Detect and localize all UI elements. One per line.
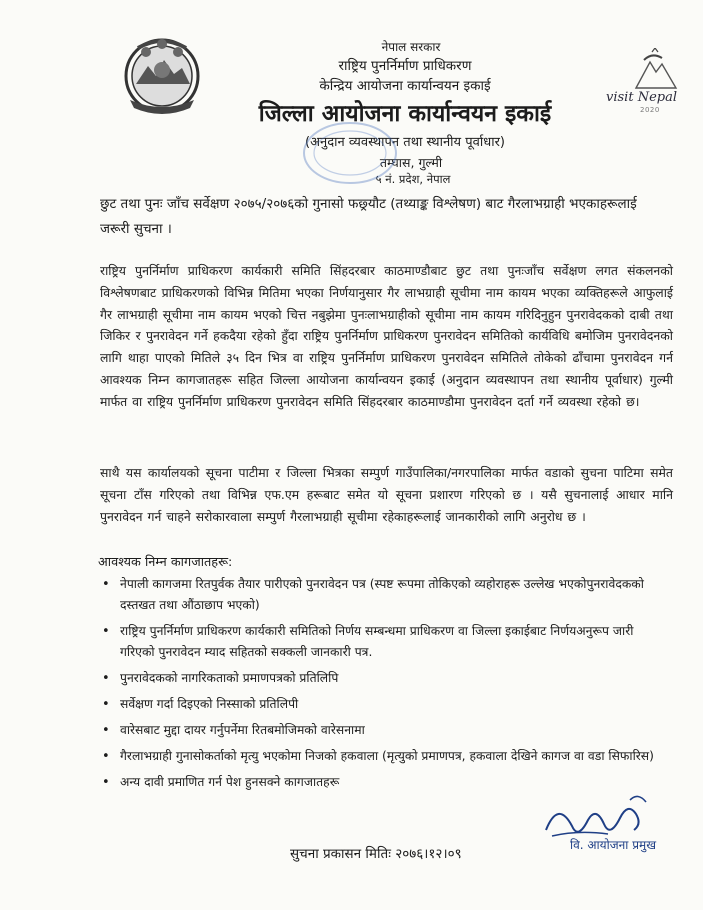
district-unit-title: जिल्ला आयोजना कार्यान्वयन इकाई: [258, 101, 552, 127]
mountain-icon: [600, 48, 682, 92]
list-item: • अन्य दावी प्रमाणित गर्न पेश हुनसक्ने कागजातहरू: [100, 772, 670, 793]
visit-nepal-year: 2020: [640, 106, 660, 114]
signatory-title: वि. आयोजना प्रमुख: [570, 838, 657, 852]
office-stamp-icon: [300, 118, 400, 188]
list-item: • सर्वेक्षण गर्दा दिइएको निस्साको प्रतिलिपी: [100, 694, 670, 715]
requirements-list: [100, 574, 670, 798]
bullet-icon: •: [102, 775, 110, 790]
bullet-icon: •: [102, 671, 110, 686]
list-item: • वारेसबाट मुद्दा दायर गर्नुपर्नेमा रितबमोजिमको वारेसनामा: [100, 720, 670, 741]
bullet-icon: •: [102, 577, 110, 592]
nepal-emblem-icon: [118, 30, 206, 120]
bullet-icon: •: [102, 624, 110, 639]
list-item: • नेपाली कागजमा रितपुर्वक तैयार पारीएको पुनरावेदन पत्र (स्पष्ट रूपमा तोकिएको व्यहोराहरू उल्लेख भएकोपुनरावेदकको दस्तखत तथा औंठाछाप भएको): [100, 574, 670, 616]
visit-nepal-text: visit Nepal: [606, 90, 677, 105]
province-name: ५ नं. प्रदेश, नेपाल: [375, 172, 451, 186]
bullet-icon: •: [102, 697, 110, 712]
office-address: तम्घास, गुल्मी: [379, 155, 443, 170]
notice-subject: छुट तथा पुनः जाँच सर्वेक्षण २०७५/२०७६को गुनासो फछ्र्यौट (तथ्याङ्क विश्लेषण) बाट गैरलाभग्राही भएकाहरूलाई जरूरी सुचना ।: [100, 196, 637, 237]
authority-name: राष्ट्रिय पुनर्निर्माण प्राधिकरण: [338, 58, 472, 74]
publish-date: सुचना प्रकासन मितिः २०७६।१२।०९: [290, 846, 462, 862]
bullet-icon: •: [102, 723, 110, 738]
visit-nepal-logo: [600, 48, 682, 122]
list-item: • पुनरावेदकको नागरिकताको प्रमाणपत्रको प्रतिलिपि: [100, 668, 670, 689]
bullet-icon: •: [102, 749, 110, 764]
central-unit-name: केन्द्रिय आयोजना कार्यान्वयन इकाई: [319, 78, 491, 94]
requirements-title: आवश्यक निम्न कागजातहरू:: [98, 555, 233, 570]
list-item: • गैरलाभग्राही गुनासोकर्ताको मृत्यु भएकोमा निजको हकवाला (मृत्युको प्रमाणपत्र, हकवाला देखिने कागज वा वडा सिफारिस): [100, 746, 670, 767]
sub-unit-name: (अनुदान व्यवस्थापन तथा स्थानीय पूर्वाधार): [305, 135, 505, 150]
body-paragraph-1: राष्ट्रिय पुनर्निर्माण प्राधिकरण कार्यकारी समिति सिंहदरबार काठमाण्डौबाट छुट तथा पुनःजाँच सर्वेक्षण लगत संकलनको विश्लेषणबाट प्राधिकरणको विभिन्न मितिमा भएका निर्णयानुसार गैर लाभग्राही सूचीमा नाम कायम भएका व्यक्तिहरूले आफुलाई गैर लाभग्राही सूचीमा नाम कायम भएको चित्त नबुझेमा पुनःलाभग्राहीको सूचीमा नाम कायम गरिदिनुहुन पुनरावेदकको दाबी तथा जिकिर र पुनरावेदन गर्ने हकदैया रहेको हुँदा राष्ट्रिय पुनर्निर्माण प्राधिकरण पुनरावेदन समितिको कार्यविधि बमोजिम पुनरावेदनको लागि थाहा पाएको मितिले ३५ दिन भित्र वा राष्ट्रिय पुनर्निर्माण प्राधिकरण पुनरावेदन समितिले तोकेको ढाँचामा पुनरावेदन गर्न आवश्यक निम्न कागजातहरू सहित जिल्ला आयोजना कार्यान्वयन इकाई (अनुदान व्यवस्थापन तथा स्थानीय पूर्वाधार) गुल्मी मार्फत वा राष्ट्रिय पुनर्निर्माण प्राधिकरण पुनरावेदन समिति सिंहदरबार काठमाण्डौमा पुनरावेदन दर्ता गर्ने व्यवस्था रहेको छ।: [100, 263, 673, 409]
body-paragraph-2: साथै यस कार्यालयको सूचना पाटीमा र जिल्ला भित्रका सम्पुर्ण गाउँपालिका/नगरपालिका मार्फत वडाको सुचना पाटिमा समेत सूचना टाँस गरिएको तथा विभिन्न एफ.एम हरूबाट समेत यो सूचना प्रशारण गरिएको छ । यसै सुचनालाई आधार मानि पुनरावेदन गर्न चाहने सरोकारवाला सम्पुर्ण गैरलाभग्राही सूचीमा रहेकाहरूलाई जानकारीको लागि अनुरोध छ ।: [100, 465, 673, 524]
list-item: • राष्ट्रिय पुनर्निर्माण प्राधिकरण कार्यकारी समितिको निर्णय सम्बन्धमा प्राधिकरण वा जिल्ला इकाईबाट निर्णयअनुरूप जारी गरिएको पुनरावेदन म्याद सहितको सक्कली जानकारी पत्र.: [100, 621, 670, 663]
government-name: नेपाल सरकार: [381, 40, 441, 54]
